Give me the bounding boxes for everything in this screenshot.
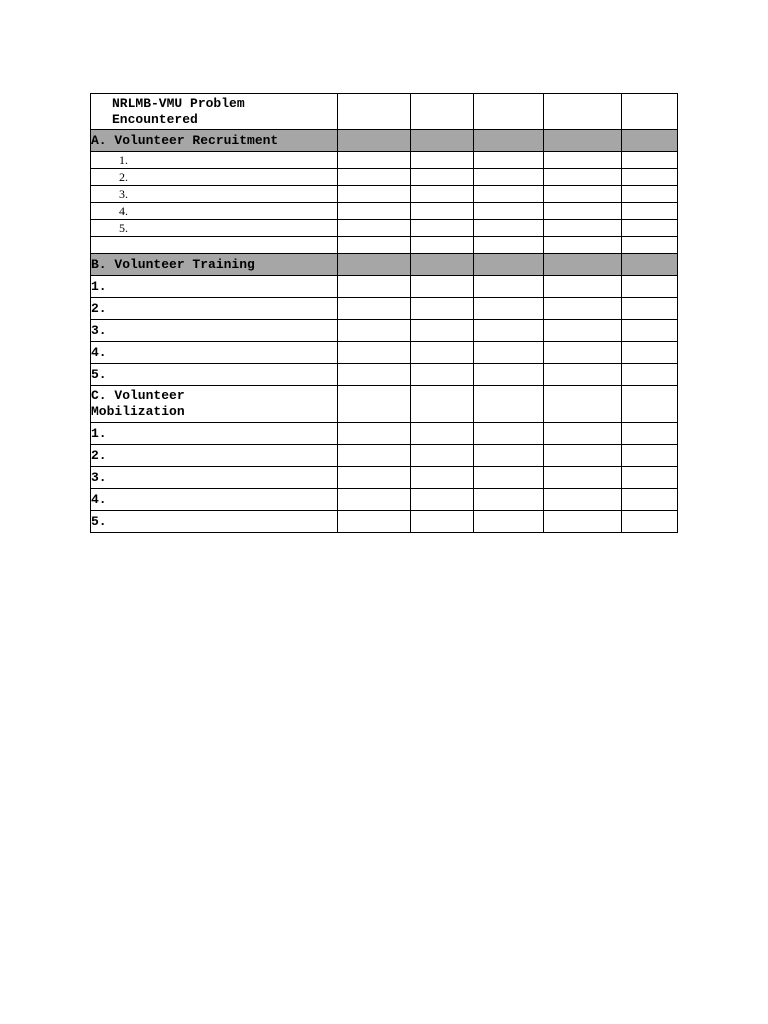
cell: [338, 511, 411, 533]
cell: [411, 511, 474, 533]
cell: [622, 511, 678, 533]
item-label: 2.: [91, 445, 338, 467]
cell: [411, 254, 474, 276]
cell: [622, 445, 678, 467]
section-header-recruitment: [91, 130, 678, 152]
cell: [544, 130, 622, 152]
cell: [474, 364, 544, 386]
cell: [544, 445, 622, 467]
cell: [338, 220, 411, 237]
cell: [411, 445, 474, 467]
cell: [622, 320, 678, 342]
cell: [411, 386, 474, 423]
section-title: A. Volunteer Recruitment: [91, 130, 338, 152]
cell: [622, 467, 678, 489]
item-label: 1.: [91, 276, 338, 298]
cell: [411, 203, 474, 220]
cell: [474, 169, 544, 186]
section-title: C. Volunteer Mobilization: [91, 386, 338, 423]
cell: [411, 342, 474, 364]
cell: [411, 489, 474, 511]
cell: [338, 130, 411, 152]
cell: [411, 152, 474, 169]
cell: [338, 489, 411, 511]
cell: [338, 445, 411, 467]
cell: [474, 220, 544, 237]
cell: [411, 364, 474, 386]
cell: [338, 423, 411, 445]
cell: [544, 467, 622, 489]
cell: [544, 511, 622, 533]
cell: [544, 364, 622, 386]
cell: [544, 320, 622, 342]
table-row: [91, 489, 678, 511]
cell: [474, 276, 544, 298]
cell: [338, 386, 411, 423]
cell: [622, 364, 678, 386]
item-label: 4.: [91, 203, 338, 220]
cell: [544, 276, 622, 298]
item-label: 5.: [91, 511, 338, 533]
table-row: [91, 423, 678, 445]
item-label: 3.: [91, 467, 338, 489]
cell: [474, 445, 544, 467]
cell: [474, 254, 544, 276]
cell: [544, 203, 622, 220]
item-label: 5.: [91, 220, 338, 237]
cell: [411, 220, 474, 237]
cell: [474, 203, 544, 220]
cell: [622, 386, 678, 423]
cell: [474, 489, 544, 511]
item-label: 1.: [91, 423, 338, 445]
cell: [474, 320, 544, 342]
cell: [474, 237, 544, 254]
cell: [544, 94, 622, 130]
cell: [622, 298, 678, 320]
cell: [544, 423, 622, 445]
table-row: [91, 203, 678, 220]
item-label: 1.: [91, 152, 338, 169]
header-label: NRLMB-VMU Problem Encountered: [91, 94, 338, 130]
cell: [544, 237, 622, 254]
item-label: 2.: [91, 169, 338, 186]
item-label: 2.: [91, 298, 338, 320]
cell: [338, 237, 411, 254]
cell: [411, 423, 474, 445]
cell: [338, 152, 411, 169]
section-title: B. Volunteer Training: [91, 254, 338, 276]
item-label: 3.: [91, 186, 338, 203]
cell: [338, 203, 411, 220]
cell: [622, 169, 678, 186]
cell: [411, 94, 474, 130]
cell: [544, 169, 622, 186]
cell: [622, 237, 678, 254]
cell: [622, 489, 678, 511]
cell: [338, 186, 411, 203]
cell: [474, 130, 544, 152]
cell: [622, 130, 678, 152]
cell: [544, 298, 622, 320]
cell: [91, 237, 338, 254]
cell: [474, 423, 544, 445]
cell: [338, 94, 411, 130]
cell: [338, 169, 411, 186]
cell: [338, 276, 411, 298]
table-row: [91, 152, 678, 169]
cell: [622, 186, 678, 203]
cell: [411, 276, 474, 298]
table-row: [91, 220, 678, 237]
cell: [622, 94, 678, 130]
cell: [544, 186, 622, 203]
cell: [544, 254, 622, 276]
cell: [411, 320, 474, 342]
cell: [338, 320, 411, 342]
cell: [622, 254, 678, 276]
section-header-mobilization: [91, 386, 678, 423]
cell: [622, 423, 678, 445]
cell: [544, 152, 622, 169]
cell: [338, 364, 411, 386]
cell: [544, 220, 622, 237]
cell: [544, 489, 622, 511]
cell: [474, 298, 544, 320]
section-header-training: [91, 254, 678, 276]
cell: [622, 152, 678, 169]
cell: [622, 342, 678, 364]
table-row: [91, 276, 678, 298]
cell: [622, 203, 678, 220]
cell: [411, 467, 474, 489]
cell: [411, 186, 474, 203]
cell: [411, 237, 474, 254]
cell: [411, 130, 474, 152]
cell: [474, 511, 544, 533]
table-row: [91, 342, 678, 364]
cell: [411, 298, 474, 320]
cell: [411, 169, 474, 186]
cell: [622, 220, 678, 237]
problem-table: [90, 93, 678, 533]
cell: [544, 386, 622, 423]
table-row: [91, 169, 678, 186]
item-label: 5.: [91, 364, 338, 386]
cell: [474, 186, 544, 203]
cell: [474, 386, 544, 423]
table-row: [91, 511, 678, 533]
cell: [338, 298, 411, 320]
table-row: [91, 298, 678, 320]
cell: [474, 467, 544, 489]
table-row: [91, 364, 678, 386]
cell: [622, 276, 678, 298]
cell: [338, 254, 411, 276]
cell: [474, 94, 544, 130]
cell: [338, 342, 411, 364]
header-row: [91, 94, 678, 130]
item-label: 4.: [91, 489, 338, 511]
table-row: [91, 445, 678, 467]
cell: [544, 342, 622, 364]
table-row: [91, 320, 678, 342]
blank-row: [91, 237, 678, 254]
item-label: 4.: [91, 342, 338, 364]
cell: [338, 467, 411, 489]
cell: [474, 342, 544, 364]
table-row: [91, 467, 678, 489]
item-label: 3.: [91, 320, 338, 342]
table-row: [91, 186, 678, 203]
cell: [474, 152, 544, 169]
